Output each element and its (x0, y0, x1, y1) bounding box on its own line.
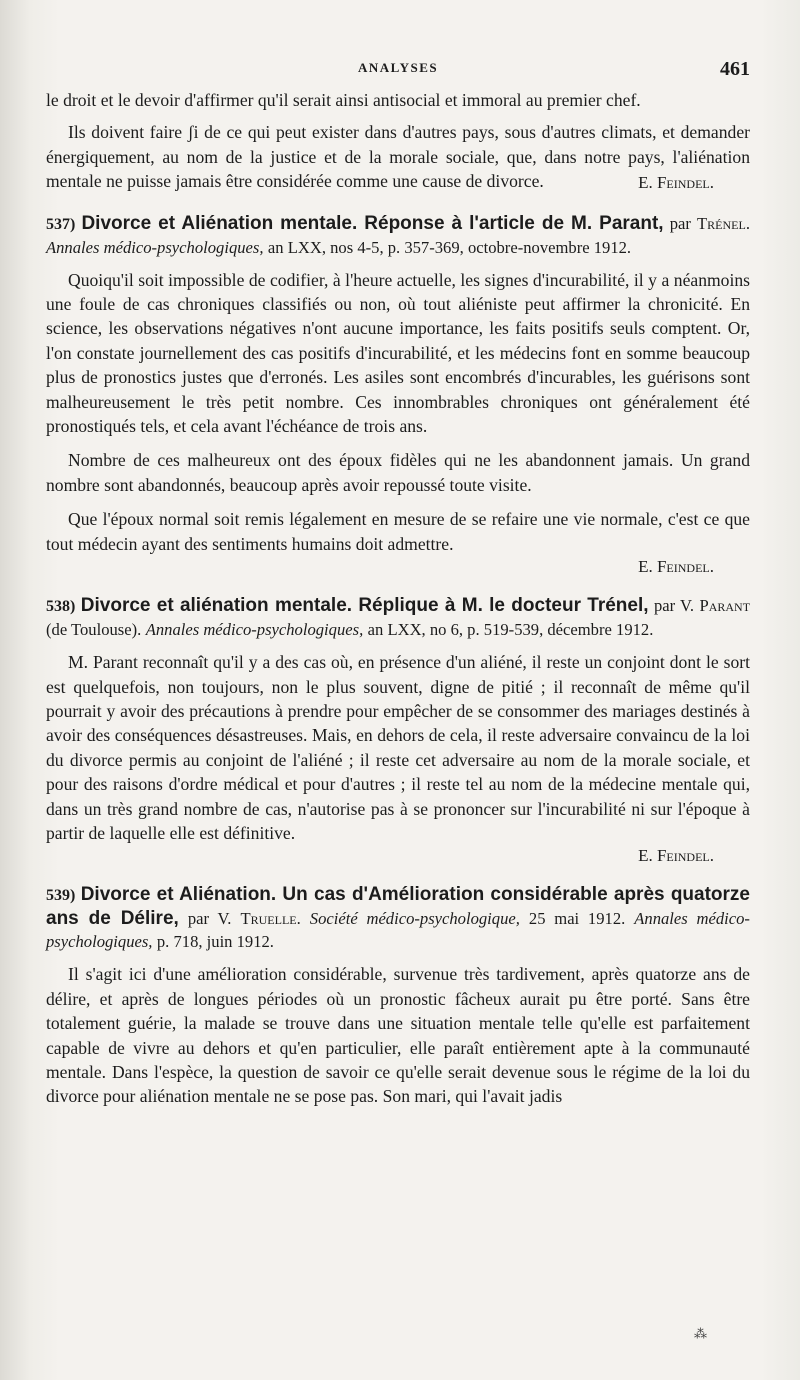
entry-author: Parant (699, 596, 751, 616)
entry-538-paragraph-1: M. Parant reconnaît qu'il y a des cas où, en présence d'un aliéné, il reste un conjoint dont le sort est quelquefois, non toujours, non le plus souvent, digne de pitié ; il reconnaît de même qu'il pourrait y avoir des précautions à prendre pour empêcher de se consommer des mariages destinés à avoir des conséquences désastreuses. Mais, en dehors de cela, il reste adversaire convaincu de la loi du divorce permis au conjoint de l'aliéné ; il reste cet adversaire au nom de la morale sociale, et pour des raisons d'ordre médical et pour d'autres ; il reste tel au nom de la médecine mentale qui, dans un très grand nombre de cas, n'autorise pas à se prononcer sur l'incurabilité ni sur l'époque à partir de laquelle elle est définitive. (46, 652, 750, 843)
entry-539-heading (46, 883, 750, 952)
entry-number: 539) (46, 887, 76, 905)
entry-title: Divorce et Aliénation. Un cas d'Amélioration considérable après quatorze ans de Délire, (46, 884, 750, 930)
entry-537-paragraph-1: Quoiqu'il soit impossible de codifier, à l'heure actuelle, les signes d'incurabilité, il y a néanmoins une foule de cas chroniques classifiés ou non, où tout aliéniste peut affirmer la chronicité. En science, les observations négatives n'ont aucune importance, les faits positifs seuls comptent. Or, l'on constate journellement des cas positifs d'incurabilité, et les médecins font en somme beaucoup plus de pronostics justes que d'erronés. Les asiles sont encombrés d'incurables, les guérisons sont malheureusement le très petit nombre. Ces innombrables chroniques ont généralement été pronostiqués tels, et cela avant l'échéance de trois ans. (46, 269, 750, 437)
journal-name-2: Annales médico-psychologiques, (46, 909, 750, 952)
citation-date: 25 mai 1912. (528, 909, 626, 929)
author-affiliation: (de Toulouse). (46, 620, 142, 640)
entry-number: 538) (46, 598, 76, 616)
citation-prefix: par (669, 213, 691, 233)
journal-name: Annales médico-psychologiques, (145, 620, 364, 640)
entry-538 (46, 594, 750, 867)
entry-title: Divorce et Aliénation mentale. Réponse à l'article de M. Parant, (81, 212, 664, 234)
entry-537-paragraph-3: Que l'époux normal soit remis légalement en mesure de se refaire une vie normale, c'est ce que tout médecin ayant des sentiments humains doit admettre. (46, 509, 750, 554)
citation-prefix: par V. (653, 596, 695, 616)
entry-author: Truelle. (240, 909, 301, 929)
entry-537-signature: E. Feindel. (638, 557, 714, 577)
entry-538-heading (46, 594, 750, 640)
citation-prefix: par V. (187, 909, 232, 929)
entry-537-paragraph-2: Nombre de ces malheureux ont des époux fidèles qui ne les abandonnent jamais. Un grand nombre sont abandonnés, beaucoup après avoir repoussé toute visite. (46, 450, 750, 495)
entry-539-paragraph-1: Il s'agit ici d'une amélioration considérable, survenue très tardivement, après quatorze ans de délire, et après de longues périodes où un pronostic fâcheux aurait pu être porté. Sans être totalement guérie, la malade se trouve dans une situation mentale telle qu'elle est parfaitement capable de vivre au dehors et qu'en particulier, elle paraît entièrement apte à la communauté mentale. Dans l'espèce, la question de savoir ce qu'elle serait devenue sous le régime de la loi du divorce pour aliénation mentale ne se pose pas. Son mari, qui l'avait jadis (46, 964, 750, 1107)
intro-paragraph-2: Ils doivent faire ʃi de ce qui peut exister dans d'autres pays, sous d'autres climats, et demander énergiquement, au nom de la justice et de la morale sociale, que, dans notre pays, l'aliénation mentale ne puisse jamais être considérée comme une cause de divorce. (46, 122, 750, 192)
journal-name: Annales médico-psychologiques, (46, 237, 264, 257)
intro-paragraph-1: le droit et le devoir d'affirmer qu'il serait ainsi antisocial et immoral au premier chef. (46, 90, 641, 110)
citation-details: an LXX, nos 4-5, p. 357-369, octobre-novembre 1912. (267, 237, 632, 257)
entry-number: 537) (46, 215, 76, 233)
entry-author: Trénel. (697, 213, 750, 233)
entry-537 (46, 212, 750, 578)
footer-mark: ⁂ (694, 1326, 707, 1341)
entry-title: Divorce et aliénation mentale. Réplique à M. le docteur Trénel, (80, 595, 649, 617)
entry-538-signature: E. Feindel. (638, 846, 714, 866)
citation-details: an LXX, no 6, p. 519-539, décembre 1912. (367, 620, 654, 640)
page-number: 461 (720, 58, 750, 80)
page-content (46, 88, 750, 1109)
intro-signature: E. Feindel. (638, 172, 714, 192)
citation-details: p. 718, juin 1912. (156, 932, 274, 952)
journal-name: Société médico-psychologique, (309, 909, 520, 929)
entry-537-heading (46, 212, 750, 258)
running-header (0, 58, 800, 82)
running-title: ANALYSES (358, 60, 439, 75)
entry-539 (46, 883, 750, 1108)
